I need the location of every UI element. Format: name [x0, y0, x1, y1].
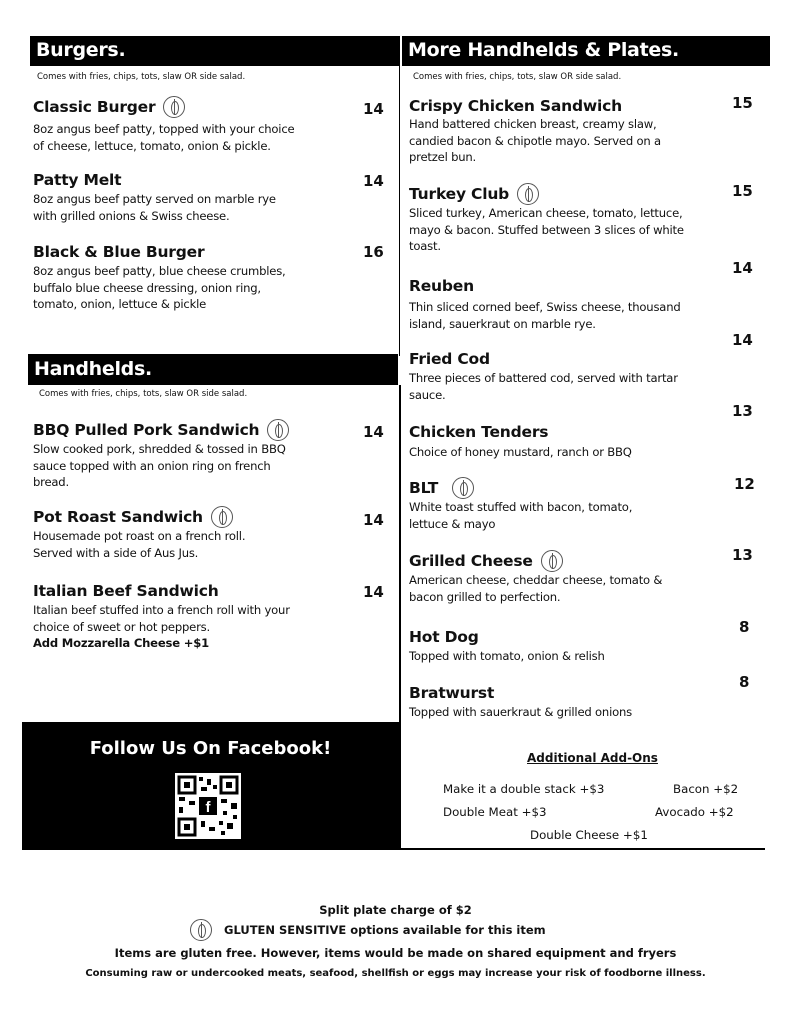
- menu-item-bbq-pulled-pork: [33, 419, 363, 491]
- item-price: 13: [732, 546, 753, 564]
- menu-item-turkey-club: [409, 183, 729, 255]
- gluten-free-wheat-icon: [211, 506, 233, 528]
- menu-item-grilled-cheese: [409, 550, 729, 605]
- item-desc: Sliced turkey, American cheese, tomato, lettuce, mayo & bacon. Stuffed between 3 slices of white toast.: [409, 206, 684, 253]
- item-desc: Topped with tomato, onion & relish: [409, 649, 605, 663]
- foodborne-warning: Consuming raw or undercooked meats, seafood, shellfish or eggs may increase your risk of foodborne illness.: [85, 968, 706, 979]
- item-desc: Hand battered chicken breast, creamy slaw, candied bacon & chipotle mayo. Served on a pretzel bun.: [409, 117, 661, 164]
- item-desc: Choice of honey mustard, ranch or BBQ: [409, 445, 632, 459]
- addon-item: Double Cheese +$1: [530, 828, 648, 842]
- item-name: Bratwurst: [409, 684, 495, 702]
- item-addon: Add Mozzarella Cheese +$1: [33, 636, 209, 650]
- item-price: 15: [732, 94, 753, 112]
- menu-item-pot-roast: [33, 506, 363, 561]
- gluten-free-wheat-icon: [541, 550, 563, 572]
- item-name: Black & Blue Burger: [33, 243, 205, 261]
- menu-item-classic-burger: [33, 96, 363, 154]
- item-name: BBQ Pulled Pork Sandwich: [33, 421, 260, 439]
- gluten-free-wheat-icon: [267, 419, 289, 441]
- item-desc: White toast stuffed with bacon, tomato, lettuce & mayo: [409, 500, 633, 531]
- item-price: 14: [732, 259, 753, 277]
- item-name: Chicken Tenders: [409, 423, 549, 441]
- menu-item-reuben: [409, 277, 729, 332]
- item-name: Fried Cod: [409, 350, 490, 368]
- item-desc: Housemade pot roast on a french roll. Served with a side of Aus Jus.: [33, 529, 246, 560]
- item-price: 14: [363, 100, 384, 118]
- qr-code-icon[interactable]: [175, 773, 241, 839]
- column-divider-left: [399, 66, 400, 356]
- item-desc: Thin sliced corned beef, Swiss cheese, thousand island, sauerkraut on marble rye.: [409, 300, 681, 331]
- item-price: 14: [363, 172, 384, 190]
- gluten-free-wheat-icon: [163, 96, 185, 118]
- item-name: Italian Beef Sandwich: [33, 582, 219, 600]
- burgers-header: [30, 36, 400, 66]
- menu-item-patty-melt: [33, 171, 363, 224]
- item-name: Hot Dog: [409, 628, 479, 646]
- item-price: 13: [732, 402, 753, 420]
- menu-item-hot-dog: [409, 628, 729, 665]
- plates-header: [402, 36, 770, 66]
- menu-item-chicken-tenders: [409, 423, 729, 461]
- addon-item: Make it a double stack +$3: [443, 782, 605, 796]
- item-desc: Topped with sauerkraut & grilled onions: [409, 705, 632, 719]
- item-name: BLT: [409, 479, 439, 497]
- addon-item: Double Meat +$3: [443, 805, 547, 819]
- bottom-rule: [22, 848, 765, 850]
- column-divider-mid: [399, 385, 401, 848]
- handhelds-title: Handhelds.: [34, 358, 152, 380]
- item-price: 14: [363, 423, 384, 441]
- facebook-panel: [22, 722, 399, 848]
- gluten-legend: [190, 919, 546, 941]
- plates-note: Comes with fries, chips, tots, slaw OR side salad.: [413, 72, 622, 82]
- item-desc: American cheese, cheddar cheese, tomato & bacon grilled to perfection.: [409, 573, 663, 604]
- addons-title: Additional Add-Ons: [527, 751, 658, 765]
- addon-item: Avocado +$2: [655, 805, 734, 819]
- item-price: 14: [363, 511, 384, 529]
- item-name: Pot Roast Sandwich: [33, 508, 203, 526]
- item-desc: 8oz angus beef patty served on marble rye with grilled onions & Swiss cheese.: [33, 192, 276, 223]
- item-name: Classic Burger: [33, 98, 156, 116]
- split-plate-note: Split plate charge of $2: [319, 903, 472, 917]
- handhelds-header: [28, 354, 398, 385]
- item-price: 14: [732, 331, 753, 349]
- burgers-note: Comes with fries, chips, tots, slaw OR side salad.: [37, 72, 246, 82]
- gluten-free-wheat-icon: [190, 919, 212, 941]
- item-name: Patty Melt: [33, 171, 122, 189]
- item-price: 8: [739, 673, 750, 691]
- menu-item-black-blue-burger: [33, 243, 363, 313]
- menu-item-italian-beef: [33, 582, 363, 652]
- addon-item: Bacon +$2: [673, 782, 739, 796]
- item-price: 14: [363, 583, 384, 601]
- menu-item-blt: [409, 477, 729, 532]
- plates-title: More Handhelds & Plates.: [408, 39, 679, 61]
- menu-item-bratwurst: [409, 684, 729, 721]
- item-desc: Three pieces of battered cod, served with tartar sauce.: [409, 371, 678, 402]
- svg-text:f: f: [205, 799, 211, 816]
- item-name: Turkey Club: [409, 185, 510, 203]
- item-price: 16: [363, 243, 384, 261]
- gluten-free-wheat-icon: [517, 183, 539, 205]
- item-desc: Italian beef stuffed into a french roll with your choice of sweet or hot peppers.: [33, 603, 290, 634]
- item-name: Reuben: [409, 277, 474, 295]
- item-desc: 8oz angus beef patty, topped with your choice of cheese, lettuce, tomato, onion & pickle.: [33, 122, 295, 153]
- handhelds-note: Comes with fries, chips, tots, slaw OR side salad.: [39, 389, 248, 399]
- menu-item-crispy-chicken: [409, 97, 729, 166]
- menu-item-fried-cod: [409, 350, 729, 403]
- item-name: Grilled Cheese: [409, 552, 533, 570]
- item-price: 12: [734, 475, 755, 493]
- item-name: Crispy Chicken Sandwich: [409, 97, 622, 115]
- item-desc: 8oz angus beef patty, blue cheese crumbles, buffalo blue cheese dressing, onion ring, tomato, onion, lettuce & pickle: [33, 264, 286, 311]
- gluten-free-wheat-icon: [452, 477, 474, 499]
- item-price: 8: [739, 618, 750, 636]
- facebook-title: Follow Us On Facebook!: [89, 738, 332, 759]
- burgers-title: Burgers.: [36, 39, 126, 61]
- gluten-note: Items are gluten free. However, items would be made on shared equipment and fryers: [114, 946, 677, 960]
- item-price: 15: [732, 182, 753, 200]
- item-desc: Slow cooked pork, shredded & tossed in BBQ sauce topped with an onion ring on french bread.: [33, 442, 286, 489]
- gluten-title: GLUTEN SENSITIVE options available for this item: [224, 923, 546, 937]
